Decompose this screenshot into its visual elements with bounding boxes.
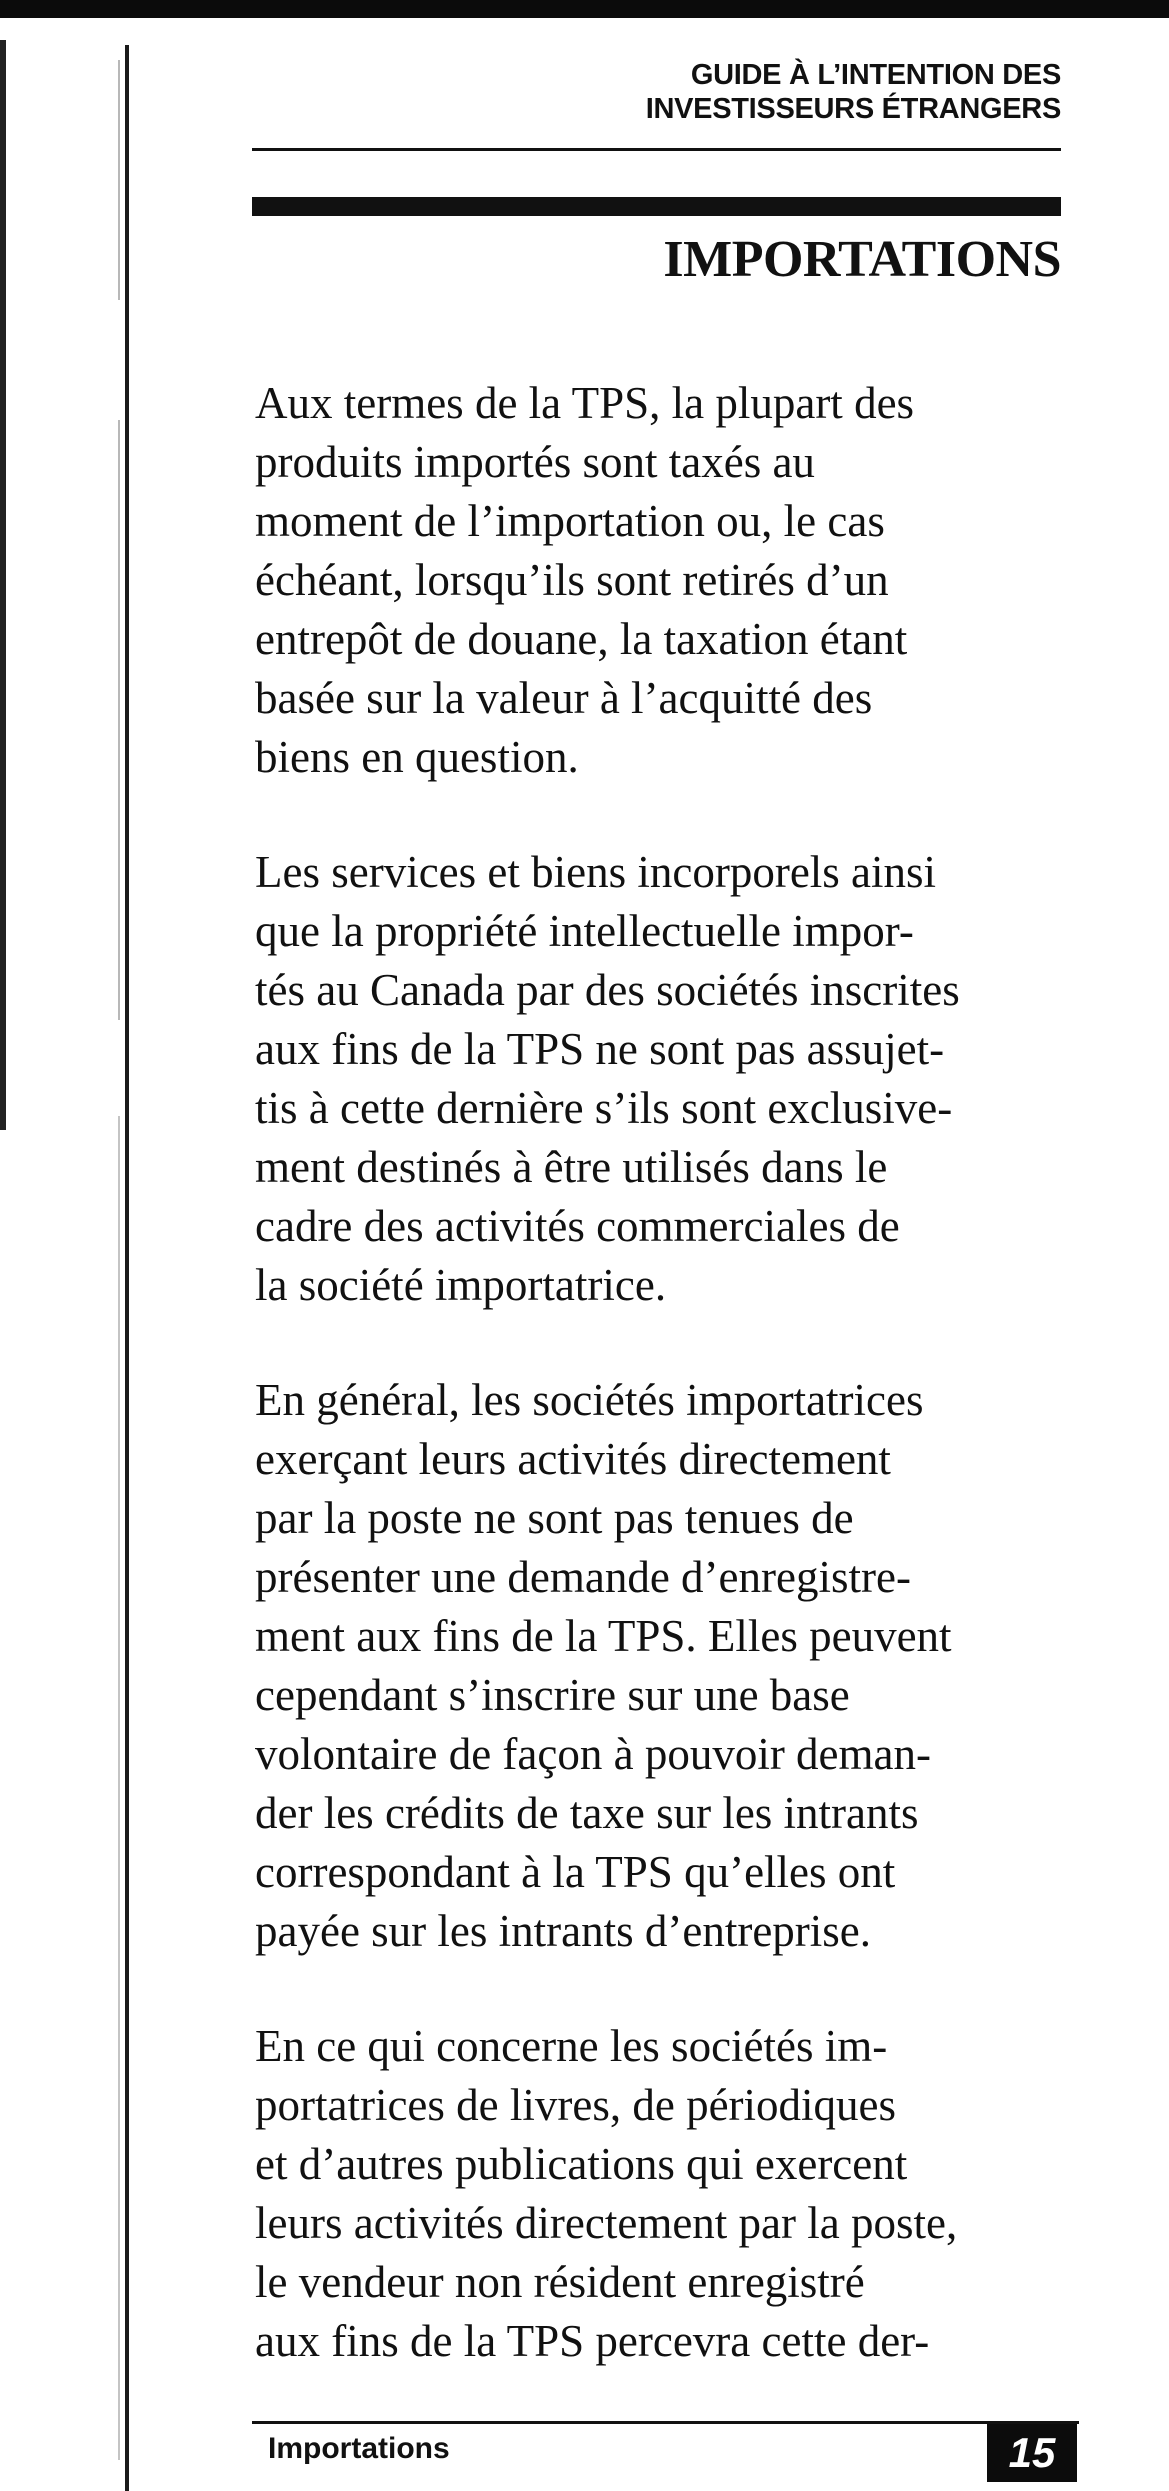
footer-divider: [252, 2421, 1079, 2424]
text-line: cependant s’inscrire sur une base: [255, 1670, 850, 1720]
footer-section-label: Importations: [268, 2432, 450, 2465]
page-number: 15: [987, 2424, 1077, 2482]
text-line: Aux termes de la TPS, la plupart des: [255, 378, 915, 428]
text-line: moment de l’importation ou, le cas: [255, 496, 885, 546]
text-line: basée sur la valeur à l’acquitté des: [255, 673, 873, 723]
text-line: et d’autres publications qui exercent: [255, 2139, 908, 2189]
paragraph: [255, 2017, 1075, 2371]
scan-left-edge: [0, 40, 6, 1130]
text-line: cadre des activités commerciales de: [255, 1201, 900, 1251]
body-text: [255, 374, 1075, 2427]
text-line: la société importatrice.: [255, 1260, 667, 1310]
text-line: par la poste ne sont pas tenues de: [255, 1493, 854, 1543]
paragraph: [255, 843, 1075, 1315]
paragraph: [255, 374, 1075, 787]
text-line: présenter une demande d’enregistre-: [255, 1552, 911, 1602]
text-line: biens en question.: [255, 732, 579, 782]
text-line: exerçant leurs activités directement: [255, 1434, 891, 1484]
text-line: volontaire de façon à pouvoir deman-: [255, 1729, 931, 1779]
running-header: [646, 58, 1061, 126]
text-line: le vendeur non résident enregistré: [255, 2257, 865, 2307]
text-line: produits importés sont taxés au: [255, 437, 815, 487]
text-line: ment aux fins de la TPS. Elles peuvent: [255, 1611, 952, 1661]
text-line: ment destinés à être utilisés dans le: [255, 1142, 888, 1192]
text-line: payée sur les intrants d’entreprise.: [255, 1906, 872, 1956]
scan-binding-line: [118, 60, 120, 2460]
header-divider: [252, 148, 1061, 151]
text-line: portatrices de livres, de périodiques: [255, 2080, 897, 2130]
text-line: entrepôt de douane, la taxation étant: [255, 614, 908, 664]
text-line: tés au Canada par des sociétés inscrites: [255, 965, 960, 1015]
text-line: leurs activités directement par la poste,: [255, 2198, 958, 2248]
text-line: En ce qui concerne les sociétés im-: [255, 2021, 888, 2071]
text-line: que la propriété intellectuelle impor-: [255, 906, 914, 956]
text-line: En général, les sociétés importatrices: [255, 1375, 924, 1425]
page-margin-rule: [125, 45, 129, 2491]
scan-top-border: [0, 0, 1169, 18]
header-line-2: INVESTISSEURS ÉTRANGERS: [645, 93, 1061, 125]
text-line: échéant, lorsqu’ils sont retirés d’un: [255, 555, 889, 605]
text-line: der les crédits de taxe sur les intrants: [255, 1788, 919, 1838]
text-line: aux fins de la TPS percevra cette der-: [255, 2316, 930, 2366]
text-line: correspondant à la TPS qu’elles ont: [255, 1847, 896, 1897]
section-title: IMPORTATIONS: [663, 231, 1061, 288]
section-bar: [252, 197, 1061, 216]
header-line-1: GUIDE À L’INTENTION DES: [690, 59, 1061, 91]
text-line: tis à cette dernière s’ils sont exclusive-: [255, 1083, 953, 1133]
text-line: aux fins de la TPS ne sont pas assujet-: [255, 1024, 945, 1074]
paragraph: [255, 1371, 1075, 1961]
text-line: Les services et biens incorporels ainsi: [255, 847, 937, 897]
